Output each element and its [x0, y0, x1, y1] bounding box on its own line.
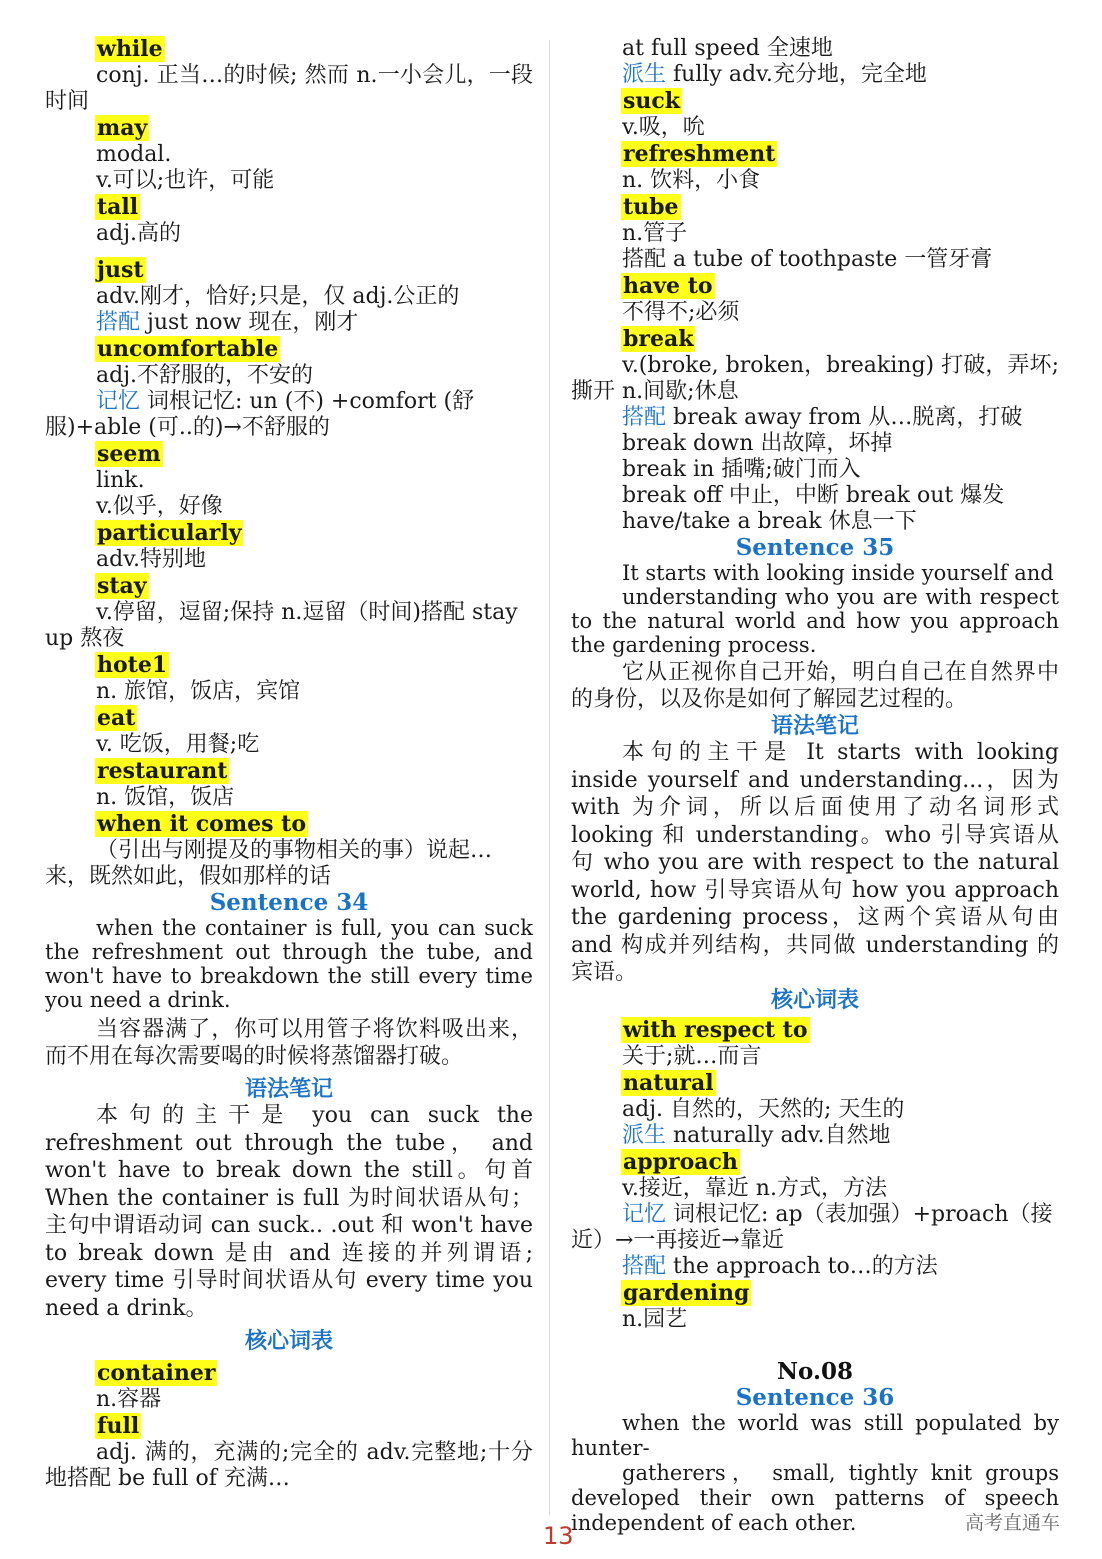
derivative-tag: 派生	[622, 62, 667, 87]
sentence-36-line2: gatherers， small, tightly knit groups developed their own patterns of speech independent of each other.	[571, 1460, 1059, 1535]
definition: n.园艺	[622, 1306, 688, 1332]
column-divider	[549, 40, 550, 1515]
left-column	[45, 36, 533, 1492]
headword-while: while	[97, 36, 163, 62]
definition: adv.刚才，恰好;只是，仅 adj.公正的	[96, 284, 460, 309]
collocation	[45, 310, 533, 336]
right-column	[571, 36, 1059, 1536]
definition: 关于;就…而言	[622, 1043, 762, 1069]
memory-note	[45, 389, 533, 441]
sentence-34-english: when the container is full, you can suck the refreshment out through the tube, and won't have to breakdown the still every time you need a drink.	[45, 916, 533, 1012]
definition: n. 旅馆，饭店，宾馆	[96, 679, 301, 704]
definition: adv.特别地	[96, 547, 207, 572]
memory-tag: 记忆	[622, 1201, 667, 1227]
grammar-notes-title: 语法笔记	[770, 713, 859, 739]
headword-stay: stay	[97, 573, 147, 599]
definition: v.停留，逗留;保持 n.逗留（时间)搭配 stay up 熬夜	[45, 600, 518, 651]
headword-full: full	[97, 1413, 140, 1439]
memory-text: 词根记忆: ap（表加强）+proach（接近）→一再接近→靠近	[571, 1201, 1053, 1253]
headword-particularly: particularly	[97, 520, 242, 546]
vocab-title: 核心词表	[244, 1328, 333, 1354]
definition: adj. 自然的，天然的; 天生的	[622, 1096, 905, 1122]
memory-text: 词根记忆: un (不) +comfort (舒服)+able (可..的)→不舒服的	[45, 389, 475, 440]
derivative-tag: 派生	[622, 1122, 667, 1148]
headword-natural: natural	[623, 1069, 714, 1096]
definition: adj.不舒服的，不安的	[96, 363, 314, 388]
sentence-34-translation: 当容器满了，你可以用管子将饮料吸出来，而不用在每次需要喝的时候将蒸馏器打破。	[45, 1017, 533, 1069]
headword-have-to: have to	[623, 273, 713, 299]
headword-refreshment: refreshment	[623, 141, 776, 167]
definition: v.接近，靠近 n.方式，方法	[622, 1175, 887, 1201]
headword-eat: eat	[97, 705, 136, 731]
collocation-tag: 搭配	[622, 405, 667, 430]
collocation: at full speed 全速地	[622, 36, 833, 61]
watermark: 高考直通车	[965, 1512, 1061, 1534]
definition: modal.	[96, 142, 172, 167]
definition: n. 饮料，小食	[622, 168, 761, 193]
headword-seem: seem	[97, 441, 161, 467]
definition: v. 吃饭，用餐;吃	[96, 732, 260, 757]
definition: v.似乎，好像	[96, 494, 223, 519]
derivative	[571, 1123, 1059, 1149]
headword-tall: tall	[97, 194, 139, 220]
collocation: break down 出故障，坏掉	[622, 431, 893, 456]
headword-suck: suck	[623, 88, 681, 114]
definition: adj. 满的，充满的;完全的 adv.完整地;十分地搭配 be full of 充满…	[45, 1440, 533, 1491]
collocation	[571, 1254, 1059, 1280]
sentence-35-english-line1: It starts with looking inside yourself and	[622, 561, 1054, 585]
headword-approach: approach	[623, 1148, 738, 1175]
definition: 不得不;必须	[622, 300, 740, 325]
definition: （引出与刚提及的事物相关的事）说起…来，既然如此，假如那样的话	[45, 838, 493, 889]
headword-just: just	[97, 257, 144, 283]
grammar-notes-35: 本句的主干是 It starts with looking inside yourself and understanding...，因为 with 为介词，所以后面使用了动名词形式 looking 和 understanding。who 引导宾语从句 who you are with respect to the natural world, how 引导宾语从句 how you approach the gardening process，这两个宾语从句由 and 构成并列结构，共同做 understanding 的宾语。	[571, 740, 1059, 985]
headword-container: container	[97, 1360, 216, 1386]
headword-break: break	[623, 326, 694, 352]
collocation: have/take a break 休息一下	[622, 509, 917, 534]
sentence-35-english: understanding who you are with respect to the natural world and how you approach the gardening process.	[571, 585, 1059, 657]
headword-tube: tube	[623, 194, 679, 220]
definition: link.	[96, 468, 145, 493]
definition: v.(broke, broken，breaking) 打破，弄坏;撕开 n.间歇;休息	[571, 353, 1059, 404]
derivative	[571, 62, 1059, 88]
sentence-34-title: Sentence 34	[209, 889, 369, 916]
definition: v.吸，吮	[622, 115, 705, 140]
collocation-text: the approach to…的方法	[673, 1253, 938, 1279]
sentence-36-title: Sentence 36	[735, 1383, 895, 1411]
memory-note	[571, 1202, 1059, 1254]
section-number: No.08	[777, 1357, 853, 1385]
grammar-notes-34: 本句的主干是 you can suck the refreshment out through the tube， and won't have to break down the still。句首 When the container is full 为时间状语从句；主句中谓语动词 can suck.. .out 和 won't have to break down 是由 and 连接的并列谓语; every time 引导时间状语从句 every time you need a drink。	[45, 1103, 533, 1321]
definition: adj.高的	[96, 221, 182, 246]
memory-tag: 记忆	[96, 389, 141, 414]
collocation: break in 插嘴;破门而入	[622, 457, 861, 482]
collocation: 搭配 a tube of toothpaste 一管牙膏	[622, 247, 993, 272]
definition: n.管子	[622, 221, 688, 246]
page-number: 13	[543, 1522, 574, 1550]
collocation	[571, 405, 1059, 431]
headword-with-respect-to: with respect to	[623, 1016, 808, 1043]
definition: v.可以;也许，可能	[96, 168, 275, 193]
definition: n.容器	[96, 1387, 162, 1412]
headword-gardening: gardening	[623, 1279, 750, 1306]
collocation-tag: 搭配	[96, 310, 141, 335]
sentence-35-translation: 它从正视你自己开始，明白自己在自然界中的身份，以及你是如何了解园艺过程的。	[571, 660, 1059, 712]
collocation-tag: 搭配	[622, 1253, 667, 1279]
headword-restaurant: restaurant	[97, 758, 228, 784]
headword-may: may	[97, 115, 148, 141]
sentence-35-title: Sentence 35	[735, 534, 895, 561]
definition: n. 饭馆，饭店	[96, 785, 235, 810]
derivative-text: fully adv.充分地，完全地	[673, 62, 927, 87]
definition: conj. 正当…的时候; 然而 n.一小会儿，一段时间	[45, 63, 533, 114]
headword-uncomfortable: uncomfortable	[97, 336, 279, 362]
headword-hote1: hote1	[97, 652, 168, 678]
headword-when-it-comes-to: when it comes to	[97, 811, 306, 837]
grammar-notes-title: 语法笔记	[244, 1076, 333, 1102]
collocation-text: just now 现在，刚才	[147, 310, 359, 335]
collocation-text: break away from 从…脱离，打破	[673, 405, 1023, 430]
vocab-title: 核心词表	[770, 986, 859, 1013]
derivative-text: naturally adv.自然地	[673, 1122, 891, 1148]
collocation: break off 中止，中断 break out 爆发	[622, 483, 1005, 508]
sentence-36-line1: when the world was still populated by hunter-	[571, 1410, 1059, 1460]
